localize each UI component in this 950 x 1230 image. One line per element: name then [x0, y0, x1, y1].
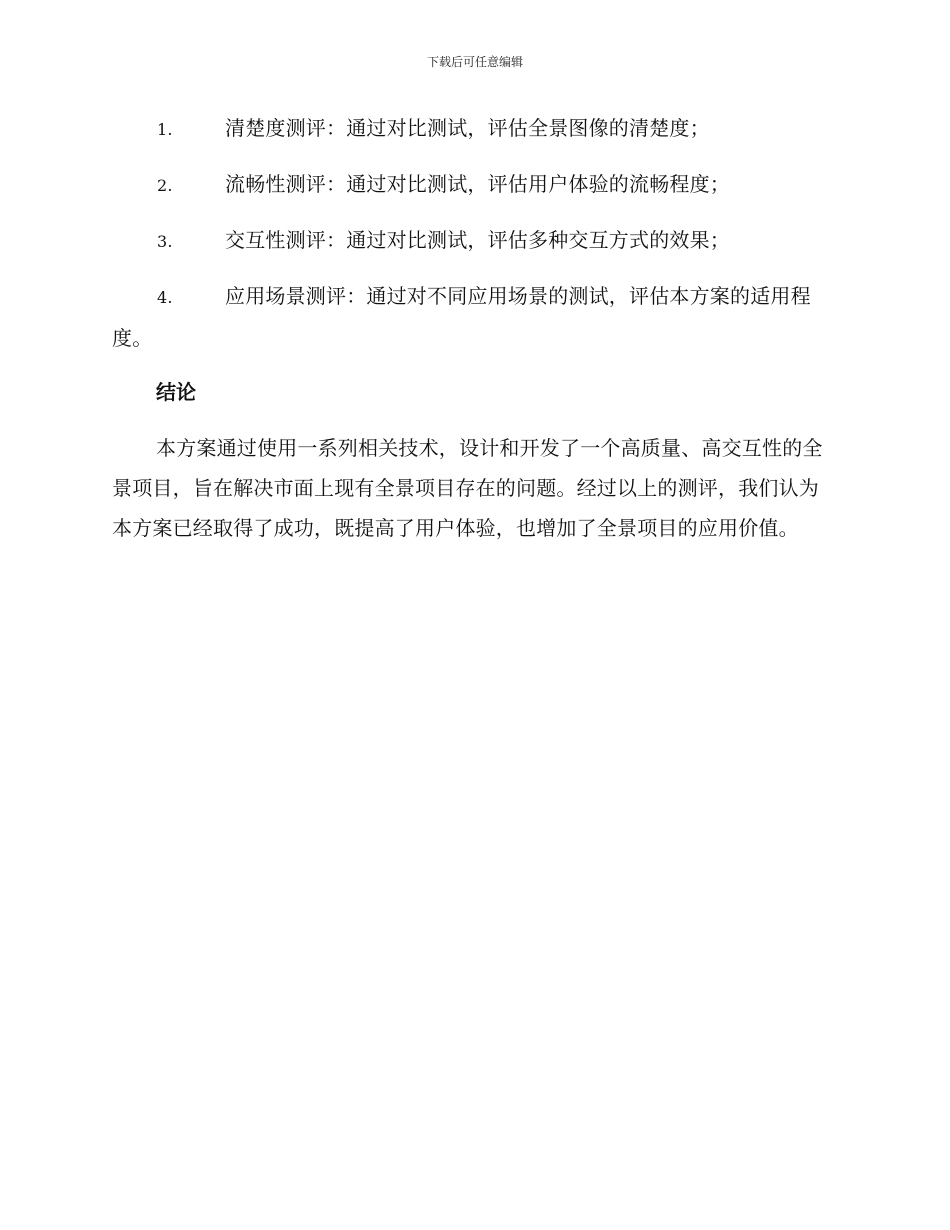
list-item — [112, 108, 834, 150]
list-item-text: 应用场景测评：通过对不同应用场景的测试，评估本方案的适用程度。 — [112, 284, 811, 350]
list-item-number: 1. — [157, 120, 173, 139]
section-heading-conclusion: 结论 — [156, 380, 196, 404]
list-item — [112, 220, 834, 262]
list-item-number: 2. — [157, 176, 173, 195]
list-item-number: 3. — [157, 232, 173, 251]
list-item — [112, 164, 834, 206]
conclusion-paragraph: 本方案通过使用一系列相关技术，设计和开发了一个高质量、高交互性的全景项目，旨在解决市面上现有全景项目存在的问题。经过以上的测评，我们认为本方案已经取得了成功，既提高了用户体验，也增加了全景项目的应用价值。 — [112, 436, 823, 540]
document-body — [112, 108, 834, 548]
list-item — [112, 276, 834, 358]
page-header: 下载后可任意编辑 — [426, 55, 523, 69]
list-item-text: 交互性测评：通过对比测试，评估多种交互方式的效果； — [225, 228, 730, 252]
list-item-text: 清楚度测评：通过对比测试，评估全景图像的清楚度； — [225, 116, 710, 140]
list-item-number: 4. — [157, 288, 173, 307]
list-item-text: 流畅性测评：通过对比测试，评估用户体验的流畅程度； — [225, 172, 730, 196]
